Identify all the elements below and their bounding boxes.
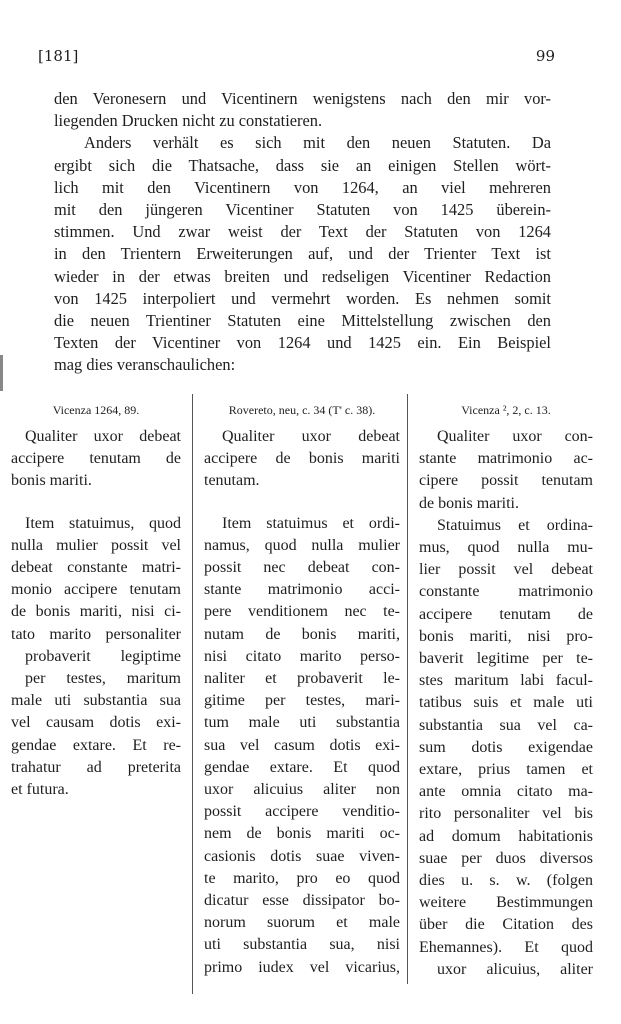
text-line: rito personaliter vel bis [419,805,593,823]
text-line: baverit legitime per te- [419,650,593,668]
column-heading: Vicenza ², 2, c. 13. [461,403,551,417]
intro-paragraph-1 [54,88,551,132]
column-title-block [11,426,181,493]
text-line: suae per duos diversos [419,849,593,867]
intro-line: mag dies veranschaulichen: [54,355,236,375]
text-line: naliter et probaverit le- [204,670,400,688]
column-title-block [204,426,400,493]
intro-line: ergibt sich die Thatsache, dass sie an einigen Stellen wört- [54,155,551,175]
text-line: de bonis mariti, nisi ci- [11,603,181,621]
text-line: dicatur esse dissipator bo- [204,892,400,910]
text-line: Statuimus et ordina- [437,516,593,534]
text-line: weitere Bestimmungen [419,894,593,912]
text-line: tato marito personaliter [11,625,181,643]
text-line: accipere tenutam de [11,450,181,468]
column-rovereto [204,403,400,979]
text-line: sua vel casum dotis exi- [204,736,400,754]
column-vicenza-1425 [419,403,593,981]
text-line: casionis dotis suae viven- [204,847,400,865]
text-line: nulla mulier possit vel [11,536,181,554]
text-line: male uti substantia sua [11,692,181,710]
intro-line: wieder in der etwas breiten und redseligen Vicentiner Redaction [54,266,551,286]
text-line: Qualiter uxor debeat [222,428,400,445]
column-vicenza-1264 [11,403,181,801]
text-line: primo iudex vel vicarius, [204,958,400,976]
column-heading: Rovereto, neu, c. 34 (T' c. 38). [228,403,376,417]
text-line: dies u. s. w. (folgen [419,872,593,890]
text-line: Qualiter uxor con- [437,428,593,445]
intro-line: Anders verhält es sich mit den neuen Statuten. Da [84,133,551,153]
column-body-block [419,515,593,981]
intro-line: in den Trientern Erweiterungen auf, und der Trienter Text ist [54,244,551,264]
text-line: tatibus suis et male uti [419,694,593,712]
column-heading: Vicenza 1264, 89. [52,403,140,417]
text-line: substantia sua vel ca- [419,716,593,734]
intro-paragraph-2 [54,132,551,376]
page-number: 99 [535,47,555,65]
column-divider-right [407,394,408,984]
text-line: lier possit vel debeat [419,561,593,579]
text-line: debeat constante matri- [11,559,181,577]
text-line: sum dotis exigendae [419,738,593,756]
text-line: Ehemannes). Et quod [419,938,593,956]
text-line: stante matrimonio acci- [204,581,400,599]
intro-paragraphs [54,88,551,377]
text-line: Item statuimus, quod [25,514,181,532]
column-body-block [11,513,181,802]
text-line: ad domum habitationis [419,827,593,845]
text-line: gendae extare. Et quod [204,758,400,776]
column-title-block [419,426,593,515]
text-line: norum suorum et male [204,914,400,932]
text-line: mus, quod nulla mu- [419,539,593,557]
intro-line: den Veronesern und Vicentinern wenigstens nach den mir vor- [54,89,551,108]
text-line: possit accipere venditio- [204,803,400,821]
text-line: uti substantia sua, nisi [204,936,400,954]
text-line: uxor alicuius aliter non [204,781,400,799]
page-bracket-number: [181] [38,47,79,65]
intro-line: stimmen. Und zwar weist der Text der Statuten von 1264 [54,222,551,242]
intro-line: die neuen Trientiner Statuten eine Mittelstellung zwischen den [54,311,551,331]
text-line: über die Citation des [419,916,593,934]
text-line: gendae extare. Et re- [11,736,181,754]
intro-line: Texten der Vicentiner von 1264 und 1425 ein. Ein Beispiel [54,333,551,353]
text-line: bonis mariti. [11,472,92,490]
intro-line: lich mit den Vicentinern von 1264, an viel mehreren [54,177,551,197]
text-line: ante omnia citato ma- [419,783,593,801]
text-line: vel causam dotis exi- [11,714,181,732]
text-line: gitime per testes, mari- [204,692,400,710]
text-line: namus, quod nulla mulier [204,536,400,554]
text-line: stes maritum labi facul- [419,672,593,690]
text-line: constante matrimonio [419,583,593,601]
text-line: de bonis mariti. [419,494,519,512]
text-line: et futura. [11,781,69,799]
text-line: nisi citato marito perso- [204,647,400,665]
text-line: tum male uti substantia [204,714,400,732]
text-line: accipere tenutam de [419,605,593,623]
text-line: bonis mariti, nisi pro- [419,627,593,645]
intro-line: von 1425 interpoliert und vermehrt worden. Es nehmen somit [54,288,551,308]
text-line: tenutam. [204,472,260,490]
text-line: stante matrimonio ac- [419,450,593,468]
intro-line: liegenden Drucken nicht zu constatieren. [54,111,323,131]
text-line: probaverit legiptime [25,647,181,665]
text-line: extare, prius tamen et [419,761,593,779]
text-line: trahatur ad preterita [11,758,181,776]
text-line: Qualiter uxor debeat [25,428,181,445]
column-body-block [204,513,400,979]
column-divider-left [192,394,193,994]
text-line: nutam de bonis mariti, [204,625,400,643]
text-line: monio accipere tenutam [11,581,181,599]
text-line: uxor alicuius, aliter [437,960,593,978]
intro-line: mit den jüngeren Vicentiner Statuten von 1425 überein- [54,200,551,220]
text-line: te marito, pro eo quod [204,869,400,887]
text-line: accipere de bonis mariti [204,450,400,468]
text-line: per testes, maritum [25,670,181,688]
text-line: pere venditionem nec te- [204,603,400,621]
text-line: nem de bonis mariti oc- [204,825,400,843]
text-line: Item statuimus et ordi- [222,514,400,532]
page-edge-mark [0,355,3,391]
text-line: possit nec debeat con- [204,559,400,577]
text-line: cipere possit tenutam [419,472,593,490]
